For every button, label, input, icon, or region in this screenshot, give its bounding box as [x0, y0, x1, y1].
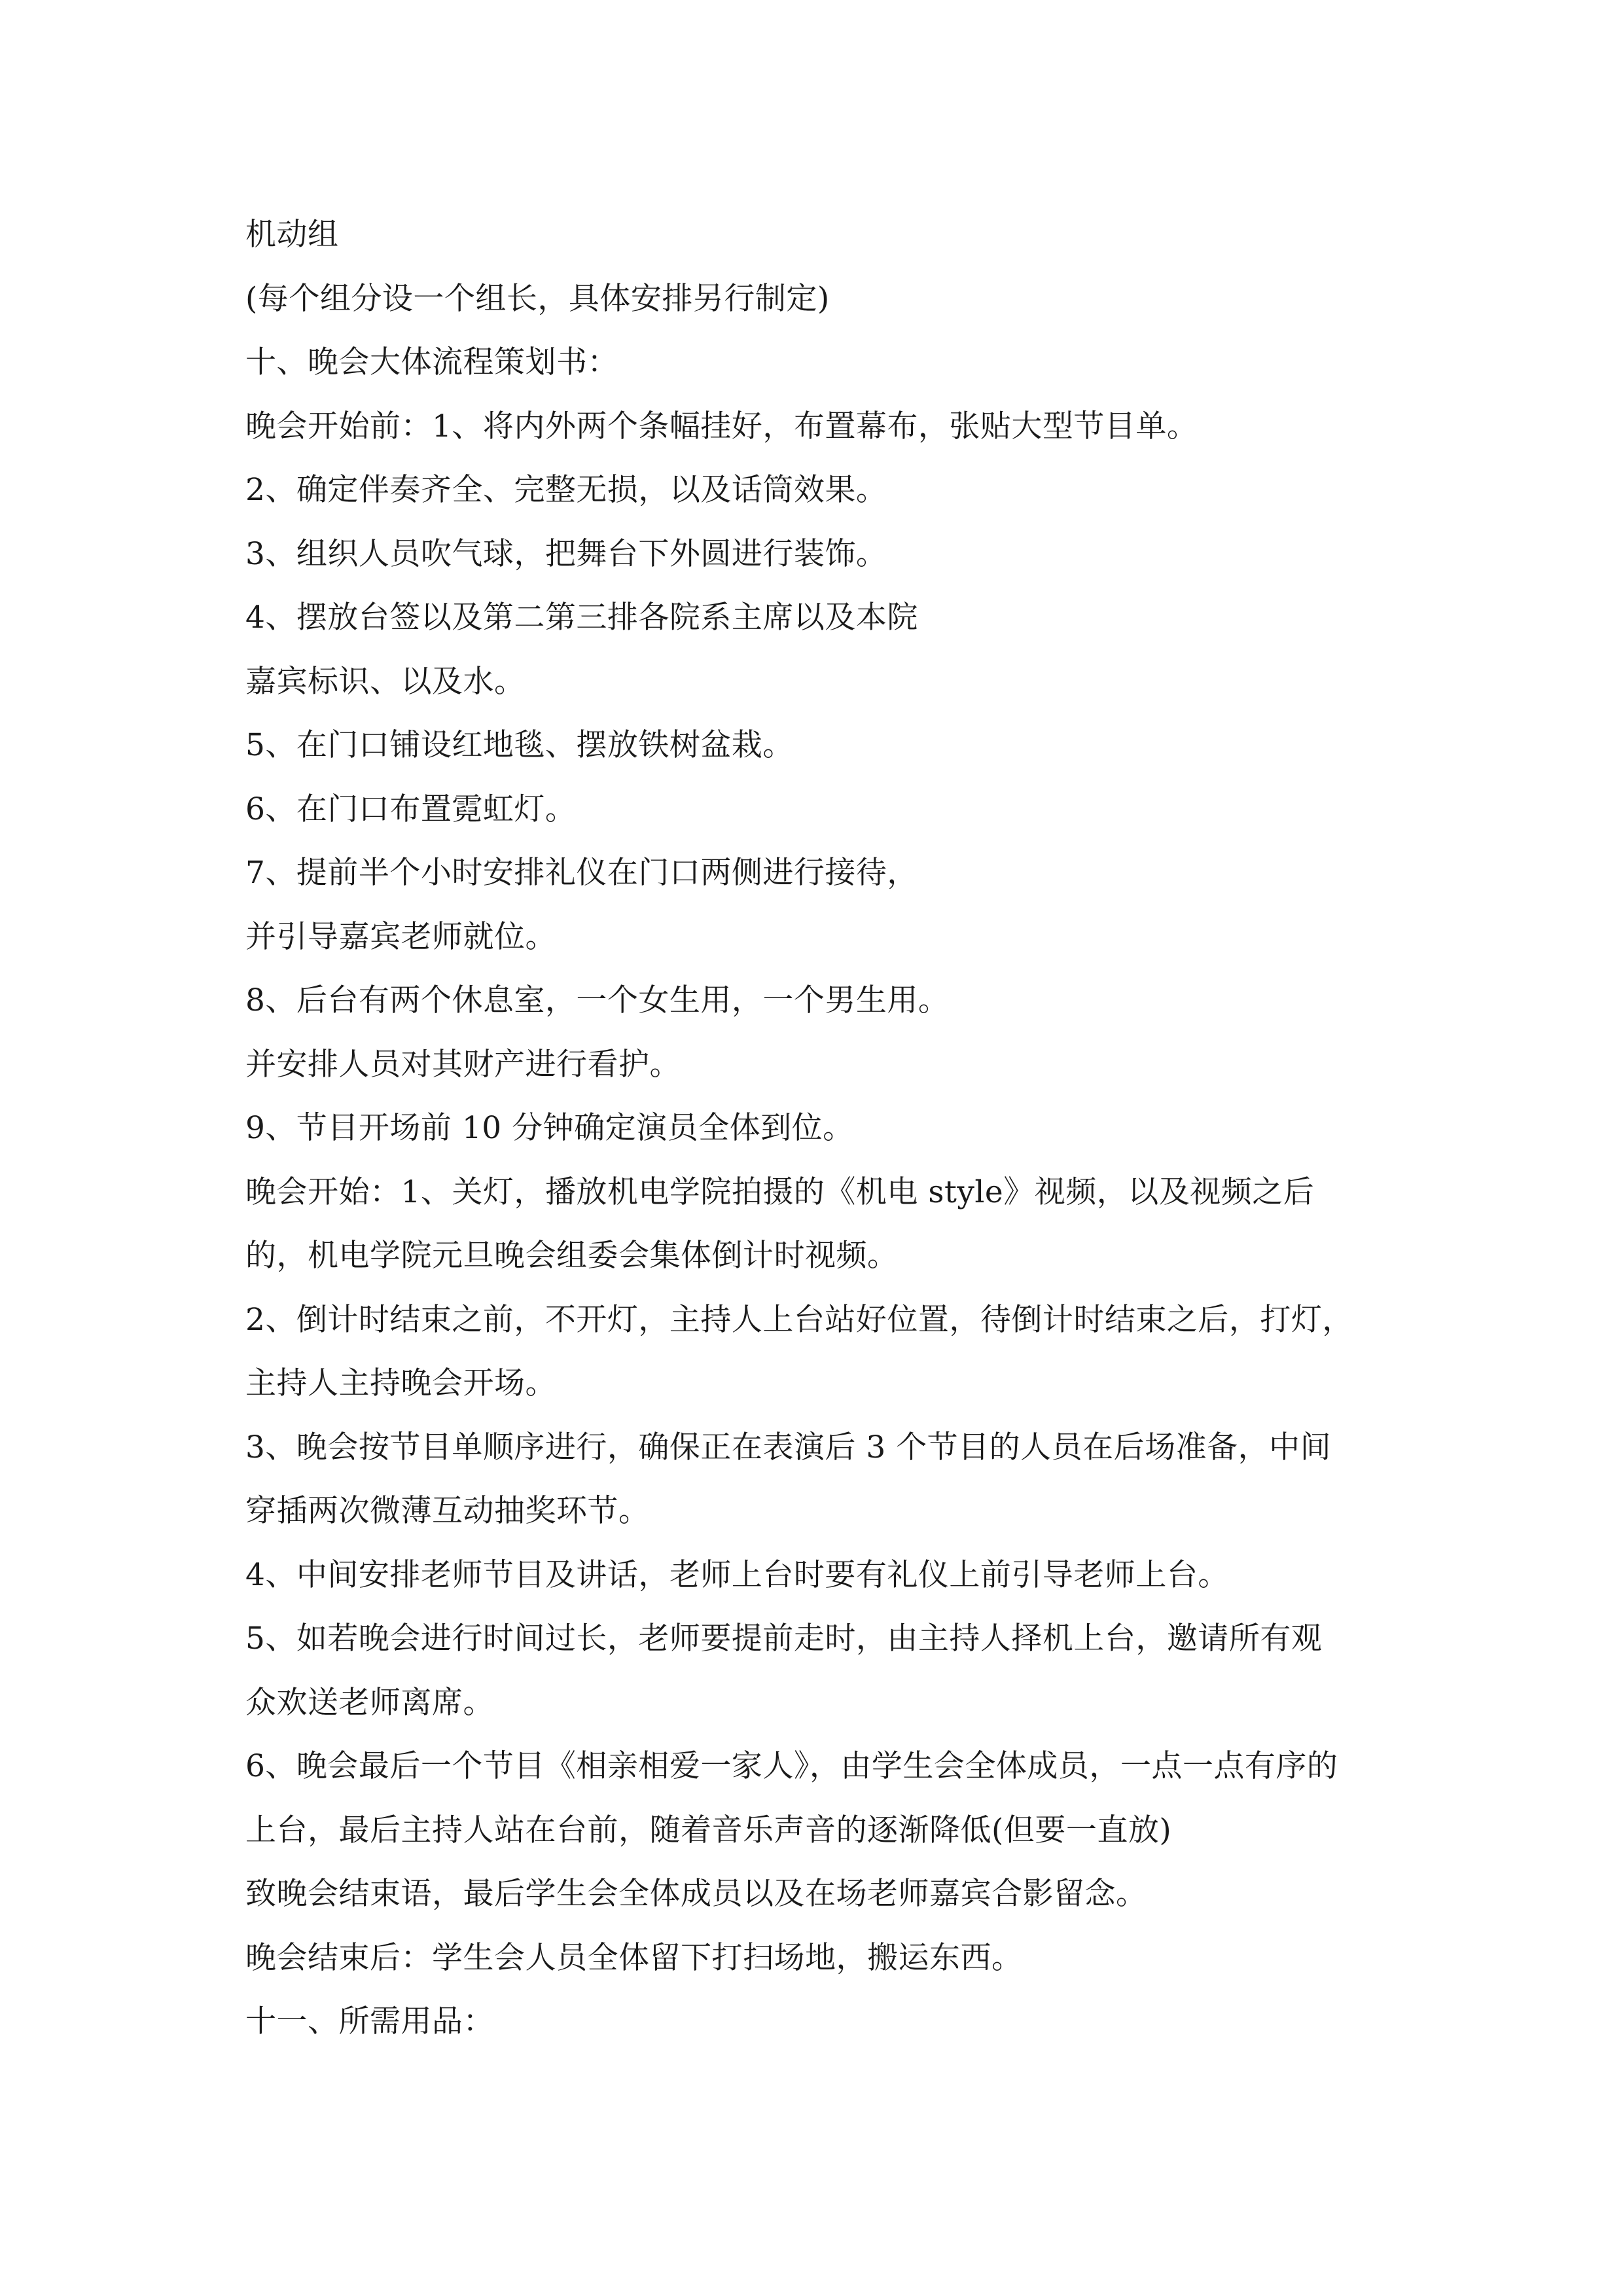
- text-line: 晚会结束后：学生会人员全体留下打扫场地，搬运东西。: [245, 1939, 1023, 1976]
- text-line: 并引导嘉宾老师就位。: [245, 918, 556, 955]
- text-line: 主持人主持晚会开场。: [245, 1365, 556, 1401]
- text-line: 晚会开始前：1、将内外两个条幅挂好，布置幕布，张贴大型节目单。: [245, 408, 1198, 444]
- text-line: 众欢送老师离席。: [245, 1684, 494, 1721]
- text-line: 8、后台有两个休息室，一个女生用，一个男生用。: [245, 982, 950, 1018]
- section-heading: 十一、所需用品：: [245, 2003, 494, 2039]
- text-line: 晚会开始：1、关灯，播放机电学院拍摄的《机电 style》视频，以及视频之后: [245, 1174, 1315, 1210]
- document-body: [245, 203, 1410, 2054]
- text-line: 9、节目开场前 10 分钟确定演员全体到位。: [245, 1110, 854, 1146]
- text-line: 7、提前半个小时安排礼仪在门口两侧进行接待，: [245, 855, 918, 891]
- text-line: (每个组分设一个组长，具体安排另行制定): [245, 280, 830, 317]
- text-line: 6、晚会最后一个节目《相亲相爱一家人》，由学生会全体成员，一点一点有序的: [245, 1748, 1338, 1784]
- text-line: 5、在门口铺设红地毯、摆放铁树盆栽。: [245, 727, 794, 763]
- text-line: 4、中间安排老师节目及讲话，老师上台时要有礼仪上前引导老师上台。: [245, 1556, 1229, 1593]
- text-line: 并安排人员对其财产进行看护。: [245, 1046, 681, 1083]
- text-line: 5、如若晚会进行时间过长，老师要提前走时，由主持人择机上台，邀请所有观: [245, 1621, 1323, 1657]
- text-line: 3、晚会按节目单顺序进行，确保正在表演后 3 个节目的人员在后场准备，中间: [245, 1429, 1332, 1465]
- text-line: 6、在门口布置霓虹灯。: [245, 791, 577, 827]
- text-line: 上台，最后主持人站在台前，随着音乐声音的逐渐降低(但要一直放): [245, 1812, 1172, 1848]
- text-line: 2、确定伴奏齐全、完整无损，以及话筒效果。: [245, 472, 887, 508]
- text-line: 嘉宾标识、以及水。: [245, 663, 526, 700]
- text-line: 2、倒计时结束之前，不开灯，主持人上台站好位置，待倒计时结束之后，打灯，: [245, 1301, 1353, 1338]
- section-heading: 十、晚会大体流程策划书：: [245, 344, 618, 380]
- text-line: 穿插两次微薄互动抽奖环节。: [245, 1493, 650, 1529]
- text-line: 致晚会结束语，最后学生会全体成员以及在场老师嘉宾合影留念。: [245, 1876, 1147, 1912]
- text-line: 4、摆放台签以及第二第三排各院系主席以及本院: [245, 600, 918, 636]
- text-line: 3、组织人员吹气球，把舞台下外圆进行装饰。: [245, 535, 887, 572]
- text-line: 的，机电学院元旦晚会组委会集体倒计时视频。: [245, 1238, 899, 1274]
- text-line: 机动组: [245, 217, 339, 253]
